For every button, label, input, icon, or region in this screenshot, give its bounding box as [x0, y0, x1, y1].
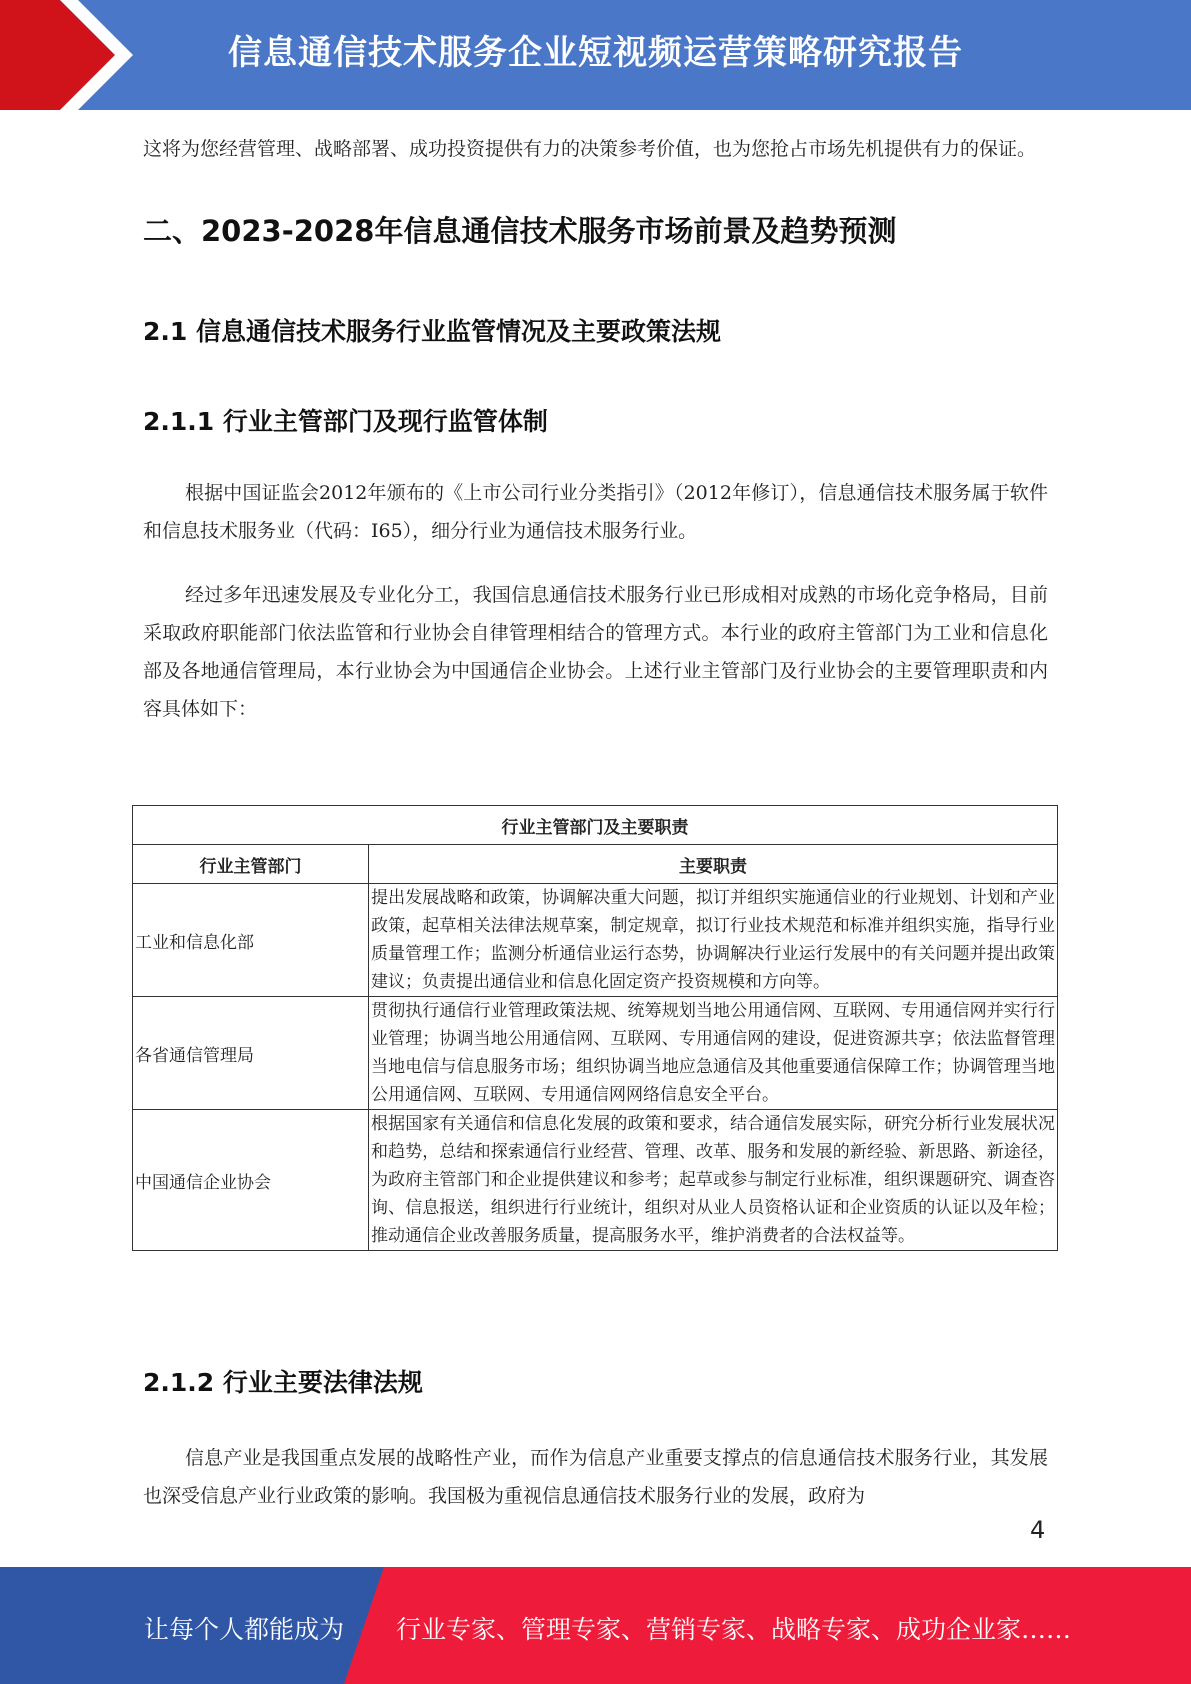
page-number: 4 — [1030, 1516, 1046, 1544]
section-2-heading: 二、2023-2028年信息通信技术服务市场前景及趋势预测 — [143, 214, 897, 248]
report-title: 信息通信技术服务企业短视频运营策略研究报告 — [228, 33, 963, 73]
section-2-1-2-heading: 2.1.2 行业主要法律法规 — [143, 1368, 423, 1397]
page-content — [143, 130, 1048, 728]
footer-slogan-right: 行业专家、管理专家、营销专家、战略专家、成功企业家…… — [396, 1615, 1072, 1644]
paragraph-industry-policy: 信息产业是我国重点发展的战略性产业，而作为信息产业重要支撑点的信息通信技术服务行业，其发展也深受信息产业行业政策的影响。我国极为重视信息通信技术服务行业的发展，政府为 — [143, 1447, 1048, 1507]
page-header — [0, 0, 1191, 110]
table-caption-row — [133, 806, 1058, 845]
section-2-1-1-heading: 2.1.1 行业主管部门及现行监管体制 — [143, 407, 548, 436]
column-header-department: 行业主管部门 — [133, 845, 369, 884]
paragraph-regulatory-system: 经过多年迅速发展及专业化分工，我国信息通信技术服务行业已形成相对成熟的市场化竞争格局，目前采取政府职能部门依法监管和行业协会自律管理相结合的管理方式。本行业的政府主管部门为工业和信息化部及各地通信管理局，本行业协会为中国通信企业协会。上述行业主管部门及行业协会的主要管理职责和内容具体如下： — [143, 584, 1048, 720]
table-header-row — [133, 845, 1058, 884]
header-arrow-graphic — [0, 0, 160, 110]
footer-slogan-left: 让每个人都能成为 — [144, 1615, 345, 1644]
table-row — [133, 1110, 1058, 1251]
section-2-1-heading: 2.1 信息通信技术服务行业监管情况及主要政策法规 — [143, 317, 721, 346]
page-footer — [0, 1567, 1191, 1684]
authority-duties-table — [132, 805, 1058, 1251]
duty-cell: 贯彻执行通信行业管理政策法规、统筹规划当地公用通信网、互联网、专用通信网并实行行业管理；协调当地公用通信网、互联网、专用通信网的建设，促进资源共享；依法监督管理当地电信与信息服务市场；组织协调当地应急通信及其他重要通信保障工作；协调管理当地公用通信网、互联网、专用通信网网络信息安全平台。 — [369, 997, 1058, 1110]
column-header-duties: 主要职责 — [369, 845, 1058, 884]
department-cell: 工业和信息化部 — [133, 884, 369, 997]
table-row — [133, 884, 1058, 997]
department-cell: 各省通信管理局 — [133, 997, 369, 1110]
page-content-lower — [143, 1365, 1048, 1515]
duty-cell: 提出发展战略和政策，协调解决重大问题，拟订并组织实施通信业的行业规划、计划和产业政策，起草相关法律法规草案，制定规章，拟订行业技术规范和标准并组织实施，指导行业质量管理工作；监测分析通信业运行态势，协调解决行业运行发展中的有关问题并提出政策建议；负责提出通信业和信息化固定资产投资规模和方向等。 — [369, 884, 1058, 997]
table-caption: 行业主管部门及主要职责 — [133, 806, 1058, 845]
intro-paragraph: 这将为您经营管理、战略部署、成功投资提供有力的决策参考价值，也为您抢占市场先机提供有力的保证。 — [143, 138, 1037, 160]
duty-cell: 根据国家有关通信和信息化发展的政策和要求，结合通信发展实际，研究分析行业发展状况和趋势，总结和探索通信行业经营、管理、改革、服务和发展的新经验、新思路、新途径，为政府主管部门和企业提供建议和参考；起草或参与制定行业标准，组织课题研究、调查咨询、信息报送，组织进行行业统计，组织对从业人员资格认证和企业资质的认证以及年检；推动通信企业改善服务质量，提高服务水平，维护消费者的合法权益等。 — [369, 1110, 1058, 1251]
paragraph-csrc-classification: 根据中国证监会2012年颁布的《上市公司行业分类指引》（2012年修订），信息通信技术服务属于软件和信息技术服务业（代码：I65），细分行业为通信技术服务行业。 — [143, 482, 1048, 542]
department-cell: 中国通信企业协会 — [133, 1110, 369, 1251]
table-row — [133, 997, 1058, 1110]
